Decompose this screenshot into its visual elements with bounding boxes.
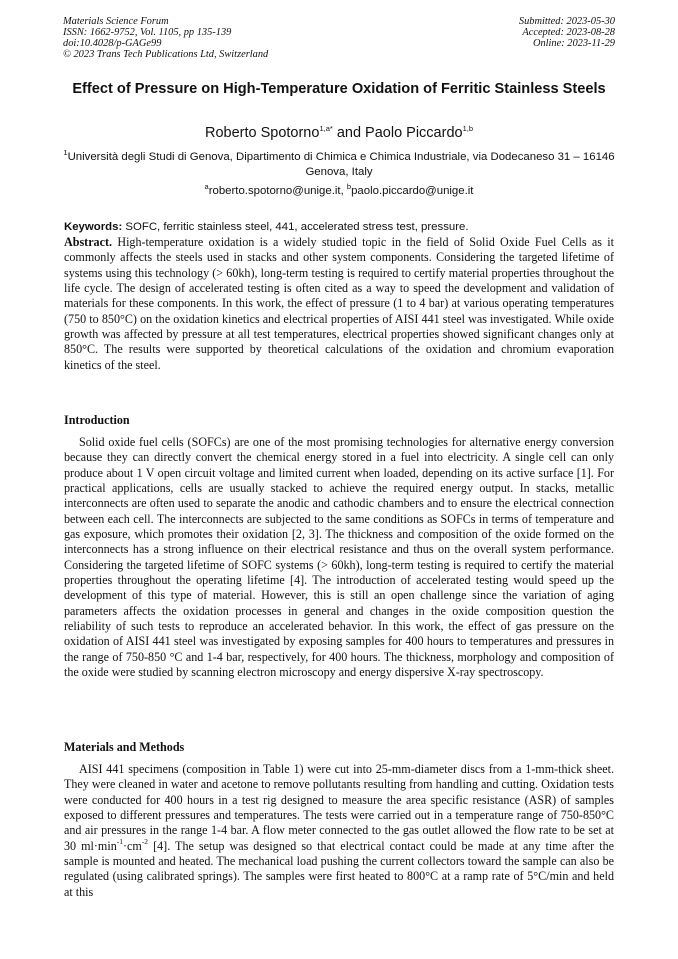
email-b-marker: b xyxy=(346,181,352,191)
journal-copyright: © 2023 Trans Tech Publications Ltd, Switzerland xyxy=(63,49,269,60)
journal-header xyxy=(63,16,268,60)
affiliation-text: Università degli Studi di Genova, Dipartimento di Chimica e Chimica Industriale, via Dodecaneso 31 – 16146 Genova, Italy xyxy=(67,151,615,178)
email-a-marker: a xyxy=(204,181,209,191)
keywords-text: SOFC, ferritic stainless steel, 441, accelerated stress test, pressure. xyxy=(122,221,469,233)
methods-unit: ·cm xyxy=(123,838,142,853)
online-date: Online: 2023-11-29 xyxy=(532,38,615,49)
methods-sup-1: -1 xyxy=(116,837,123,847)
abstract-label: Abstract. xyxy=(64,235,113,249)
methods-text-2: [4]. The setup was designed so that electrical contact could be made at any time after the sample is mounted and heated. The mechanical load pushing the current collectors toward the sample can also be regulated (using calibrated springs). The samples were first heated to 800°C at a ramp rate of 5°C/min and held at this xyxy=(64,838,614,899)
email-a[interactable]: roberto.spotorno@unige.it, xyxy=(208,185,347,197)
methods-text-1: AISI 441 specimens (composition in Table 1) were cut into 25-mm-diameter discs from a 1-mm-thick sheet. They were cleaned in water and acetone to remove pollutants resulting from handling and cutting. Oxidation tests were conducted for 400 hours in a test rig designed to measure the area specific resistance (ASR) of samples exposed to different pressures and temperatures. The tests were carried out in a temperature range of 750-850°C and air pressures in the range 1-4 bar. A flow meter connected to the gas outlet allowed the flow rate to be set at 30 ml·min xyxy=(64,762,614,853)
author-line xyxy=(60,125,618,142)
abstract-text: High-temperature oxidation is a widely studied topic in the field of Solid Oxide Fuel Cells as it commonly affects the steels used in stacks and other system components. Considering the targeted lifetime of systems using this technology (> 60kh), long-term testing is required to certify material properties throughout the life cycle. The design of accelerated testing is often cited as a way to speed the development and validation of materials for these components. In this work, the effect of pressure (1 to 4 bar) at various operating temperatures (750 to 850°C) on the oxidation kinetics and electrical properties of AISI 441 steel was investigated. While oxide growth was affected by pressure at all test temperatures, electrical properties showed significant changes only at 850°C. The results were supported by theoretical calculations of the oxidation and chromium evaporation kinetics of the steel. xyxy=(64,235,614,372)
paper-title: Effect of Pressure on High-Temperature Oxidation of Ferritic Stainless Steels xyxy=(72,81,606,97)
methods-sup-2: -2 xyxy=(141,837,149,847)
journal-issn: ISSN: 1662-9752, Vol. 1105, pp 135-139 xyxy=(63,27,232,38)
email-line xyxy=(60,181,618,198)
submitted-date: Submitted: 2023-05-30 xyxy=(518,16,615,27)
methods-heading: Materials and Methods xyxy=(64,740,185,754)
email-b[interactable]: paolo.piccardo@unige.it xyxy=(351,185,474,197)
introduction-heading: Introduction xyxy=(64,413,130,427)
introduction-body: Solid oxide fuel cells (SOFCs) are one of the most promising technologies for alternative energy conversion because they can directly convert the chemical energy stored in a fuel into electricity. A single cell can only produce about 1 V open circuit voltage and limited current when loaded, depending on its active surface [1]. For practical applications, cells are usually stacked to achieve the required energy output. In stacks, metallic interconnects are often used to separate the anodic and cathodic chambers and to ensure the electrical connection between each cell. The interconnects are subjected to the same conditions as SOFCs in terms of temperature and gas exposure, which promotes their oxidation [2, 3]. The thickness and composition of the oxide formed on the interconnects has a strong influence on their electrical resistance and thus on the overall system performance. Considering the targeted lifetime of SOFC systems (> 60kh), long-term testing is required to certify the material properties throughout the operating lifetime [4]. The introduction of accelerated testing would speed up the development of this type of material. However, this is still an open challenge since the variation of aging parameters affects the oxidation processes in general and changes in the oxide composition question the reliability of such tests to reproduce an accelerated behavior. In this work, the effect of gas pressure on the oxidation of AISI 441 steel was investigated by exposing samples for 400 hours to temperatures and pressures in the range of 750-850 °C and 1-4 bar, respectively, for 400 hours. The thickness, morphology and composition of the oxide were studied by scanning electron microscopy and energy dispersive X-ray spectroscopy. xyxy=(64,435,614,680)
journal-name: Materials Science Forum xyxy=(63,16,169,27)
affiliation-marker: 1 xyxy=(63,147,68,157)
dates-header xyxy=(519,16,615,49)
author-conjunction: and xyxy=(332,125,366,141)
accepted-date: Accepted: 2023-08-28 xyxy=(522,27,615,38)
journal-doi[interactable]: doi:10.4028/p-GAGe99 xyxy=(63,38,162,49)
keywords xyxy=(64,220,614,235)
methods-body xyxy=(64,762,614,900)
abstract xyxy=(64,235,614,373)
author-2: Paolo Piccardo xyxy=(365,125,463,141)
author-1-affil: 1,a* xyxy=(319,123,333,133)
affiliation xyxy=(60,147,618,180)
author-2-affil: 1,b xyxy=(462,123,474,133)
keywords-label: Keywords: xyxy=(64,221,123,233)
author-1: Roberto Spotorno xyxy=(204,125,320,141)
